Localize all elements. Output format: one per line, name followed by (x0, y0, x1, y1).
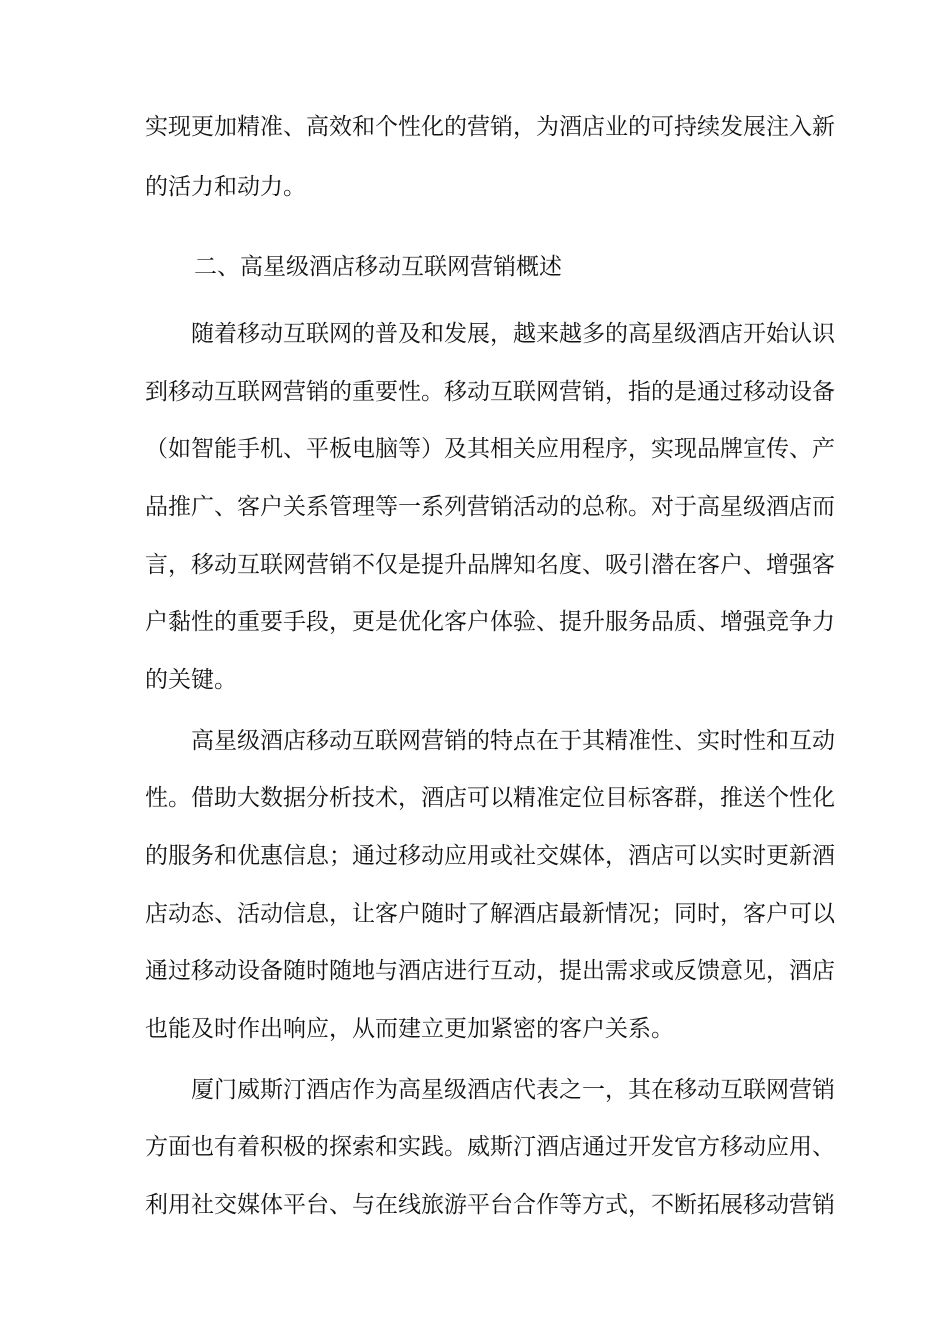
intro-line-2: 的活力和动力。 (145, 174, 306, 200)
paragraph1-line-2: 到移动互联网营销的重要性。移动互联网营销，指的是通过移动设备 (145, 379, 835, 405)
paragraph2-line-3: 的服务和优惠信息；通过移动应用或社交媒体，酒店可以实时更新酒 (145, 843, 835, 869)
paragraph3-line-2: 方面也有着积极的探索和实践。威斯汀酒店通过开发官方移动应用、 (145, 1134, 835, 1160)
paragraph2-line-4: 店动态、活动信息，让客户随时了解酒店最新情况；同时，客户可以 (145, 901, 835, 927)
paragraph2-line-1: 高星级酒店移动互联网营销的特点在于其精准性、实时性和互动 (191, 728, 835, 754)
paragraph1-line-4: 品推广、客户关系管理等一系列营销活动的总称。对于高星级酒店而 (145, 494, 835, 520)
paragraph2-line-2: 性。借助大数据分析技术，酒店可以精准定位目标客群，推送个性化 (145, 785, 835, 811)
paragraph3-line-3: 利用社交媒体平台、与在线旅游平台合作等方式，不断拓展移动营销 (145, 1192, 835, 1218)
paragraph1-line-1: 随着移动互联网的普及和发展，越来越多的高星级酒店开始认识 (191, 321, 835, 347)
paragraph2-line-6: 也能及时作出响应，从而建立更加紧密的客户关系。 (145, 1016, 674, 1042)
paragraph3-line-1: 厦门威斯汀酒店作为高星级酒店代表之一，其在移动互联网营销 (191, 1077, 835, 1103)
paragraph1-line-3: （如智能手机、平板电脑等）及其相关应用程序，实现品牌宣传、产 (145, 436, 835, 462)
paragraph1-line-7: 的关键。 (145, 667, 237, 693)
intro-line-1: 实现更加精准、高效和个性化的营销，为酒店业的可持续发展注入新 (145, 114, 835, 140)
paragraph1-line-6: 户黏性的重要手段，更是优化客户体验、提升服务品质、增强竞争力 (145, 609, 835, 635)
section-heading: 二、高星级酒店移动互联网营销概述 (194, 254, 562, 280)
paragraph2-line-5: 通过移动设备随时随地与酒店进行互动，提出需求或反馈意见，酒店 (145, 958, 835, 984)
paragraph1-line-5: 言，移动互联网营销不仅是提升品牌知名度、吸引潜在客户、增强客 (145, 552, 835, 578)
